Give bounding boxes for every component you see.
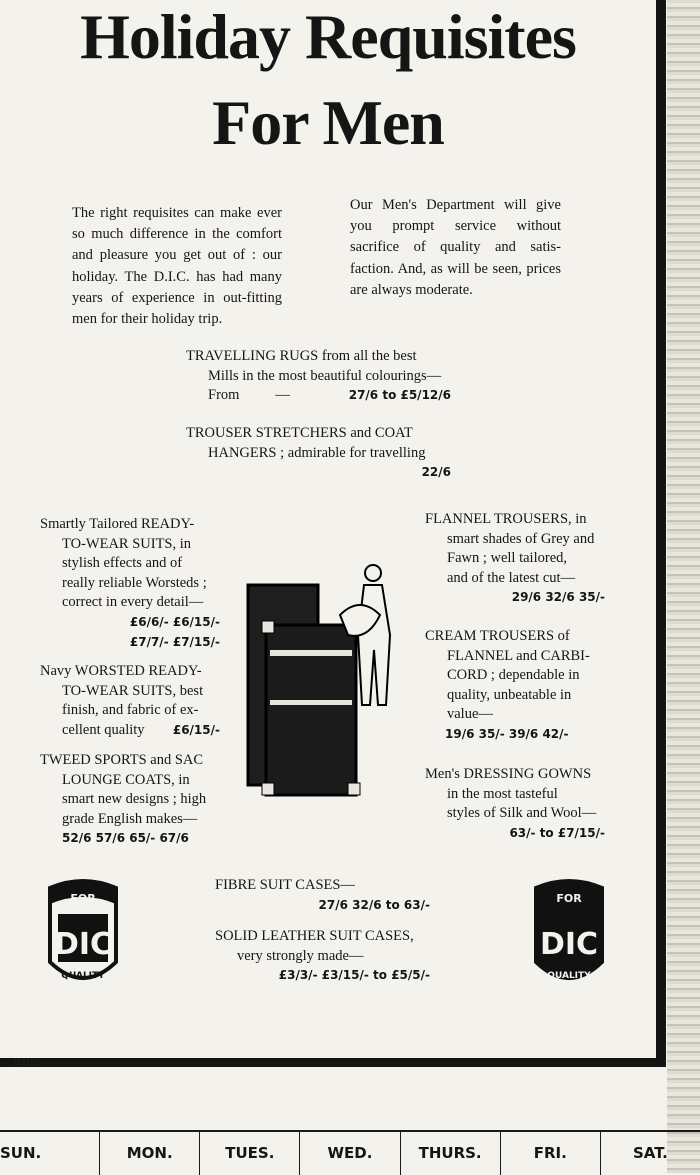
item-price: 19/6 35/- 39/6 42/- [445, 726, 569, 741]
item-text: and of the latest cut— [447, 569, 576, 586]
dic-quality-emblem-left [44, 878, 122, 996]
tweed-sports-coats-item [40, 751, 220, 849]
flannel-trousers-item [425, 510, 605, 608]
item-price: 27/6 32/6 to 63/- [318, 897, 430, 912]
item-price: 52/6 57/6 65/- 67/6 [62, 831, 189, 846]
intro-right-paragraph: Our Men's Department will give you prompt service without sacrifice of quality and satis-faction. And, as will be seen, prices are always moderate. [350, 197, 561, 298]
day-cell: THURS. [400, 1132, 500, 1175]
item-text: TO-WEAR SUITS, in [62, 535, 192, 552]
item-price: 27/6 to £5/12/6 [348, 388, 451, 403]
emblem-middle-text: DIC [539, 927, 599, 962]
travelling-rugs-item [186, 347, 451, 406]
item-text: From [208, 387, 240, 404]
item-text: value— [447, 706, 493, 723]
headline-line-1: Holiday Requisites [80, 1, 576, 72]
item-text: cellent quality [62, 721, 145, 738]
item-text: SOLID LEATHER SUIT CASES, [215, 928, 414, 944]
item-text: smart new designs ; high [62, 791, 207, 808]
item-text: stylish effects and of [62, 555, 183, 572]
item-text: Smartly Tailored READY- [40, 516, 195, 532]
weekday-strip [0, 1130, 700, 1175]
item-text: TO-WEAR SUITS, best [62, 682, 204, 699]
emblem-top-text: FOR [70, 892, 96, 905]
item-text: very strongly made— [237, 947, 364, 964]
item-price: £7/7/- £7/15/- [129, 634, 220, 649]
day-cell: TUES. [199, 1132, 299, 1175]
ad-border-right [656, 0, 666, 1066]
day-cell: SAT. [600, 1132, 700, 1175]
item-price: 63/- to £7/15/- [509, 825, 605, 840]
item-price: £6/6/- £6/15/- [129, 614, 220, 629]
day-cell: FRI. [500, 1132, 600, 1175]
item-text: FLANNEL and CARBI- [447, 647, 590, 664]
item-text: grade English makes— [62, 810, 198, 827]
navy-worsted-suits-item [40, 662, 220, 740]
trouser-stretchers-item [186, 424, 451, 483]
item-text: — [275, 387, 290, 404]
leather-suit-cases-item [215, 927, 430, 986]
trunk-and-man-illustration [240, 555, 410, 805]
emblem-bottom-text: QUALITY [547, 971, 591, 981]
headline-line-2: For Men [212, 87, 444, 158]
item-price: 22/6 [421, 465, 451, 480]
emblem-middle-text: DIC [53, 927, 113, 962]
item-text: FLANNEL TROUSERS, in [425, 511, 587, 527]
item-text: FIBRE SUIT CASES— [215, 877, 355, 893]
item-price: 29/6 32/6 35/- [511, 590, 605, 605]
cream-trousers-item [425, 627, 605, 745]
item-text: CREAM TROUSERS of [425, 628, 570, 644]
day-cell: SUN. [0, 1144, 42, 1162]
item-text: really reliable Worsteds ; [62, 574, 207, 591]
paper-edge-texture [667, 0, 700, 1173]
item-price: £3/3/- £3/15/- to £5/5/- [278, 968, 430, 983]
emblem-top-text: FOR [556, 892, 582, 905]
item-text: finish, and fabric of ex- [62, 702, 199, 719]
item-text: Navy WORSTED READY- [40, 663, 202, 679]
day-cell: MON. [99, 1132, 199, 1175]
item-text: Mills in the most beautiful colourings— [208, 367, 442, 384]
item-text: CORD ; dependable in [447, 667, 580, 684]
intro-left-paragraph: The right requisites can make ever so much difference in the comfort and pleasure you get out of : our holiday. The D.I.C. has had many years of experience in out-fitting men for their holiday trip. [72, 205, 282, 328]
dressing-gowns-item [425, 765, 605, 843]
ad-border-bottom [0, 1058, 666, 1067]
fibre-suit-cases-item [215, 876, 430, 915]
dic-quality-emblem-right [530, 878, 608, 996]
item-text: TROUSER STRETCHERS and COAT [186, 425, 413, 441]
item-text: Fawn ; well tailored, [447, 550, 568, 567]
item-text: TRAVELLING RUGS from all the best [186, 348, 417, 364]
item-text: in the most tasteful [447, 785, 558, 802]
emblem-bottom-text: QUALITY [61, 971, 105, 981]
item-text: correct in every detail— [62, 594, 204, 611]
item-text: HANGERS ; admirable for travelling [208, 444, 426, 461]
item-text: Men's DRESSING GOWNS [425, 766, 592, 782]
item-text: styles of Silk and Wool— [447, 805, 597, 822]
item-text: quality, unbeatable in [447, 686, 572, 703]
item-price: £6/15/- [172, 722, 220, 737]
item-text: smart shades of Grey and [447, 530, 595, 547]
ready-to-wear-suits-item [40, 515, 220, 652]
day-cell: WED. [299, 1132, 399, 1175]
ad-reference-code: D3187 [14, 1058, 41, 1067]
item-text: LOUNGE COATS, in [62, 771, 190, 788]
item-text: TWEED SPORTS and SAC [40, 752, 204, 768]
